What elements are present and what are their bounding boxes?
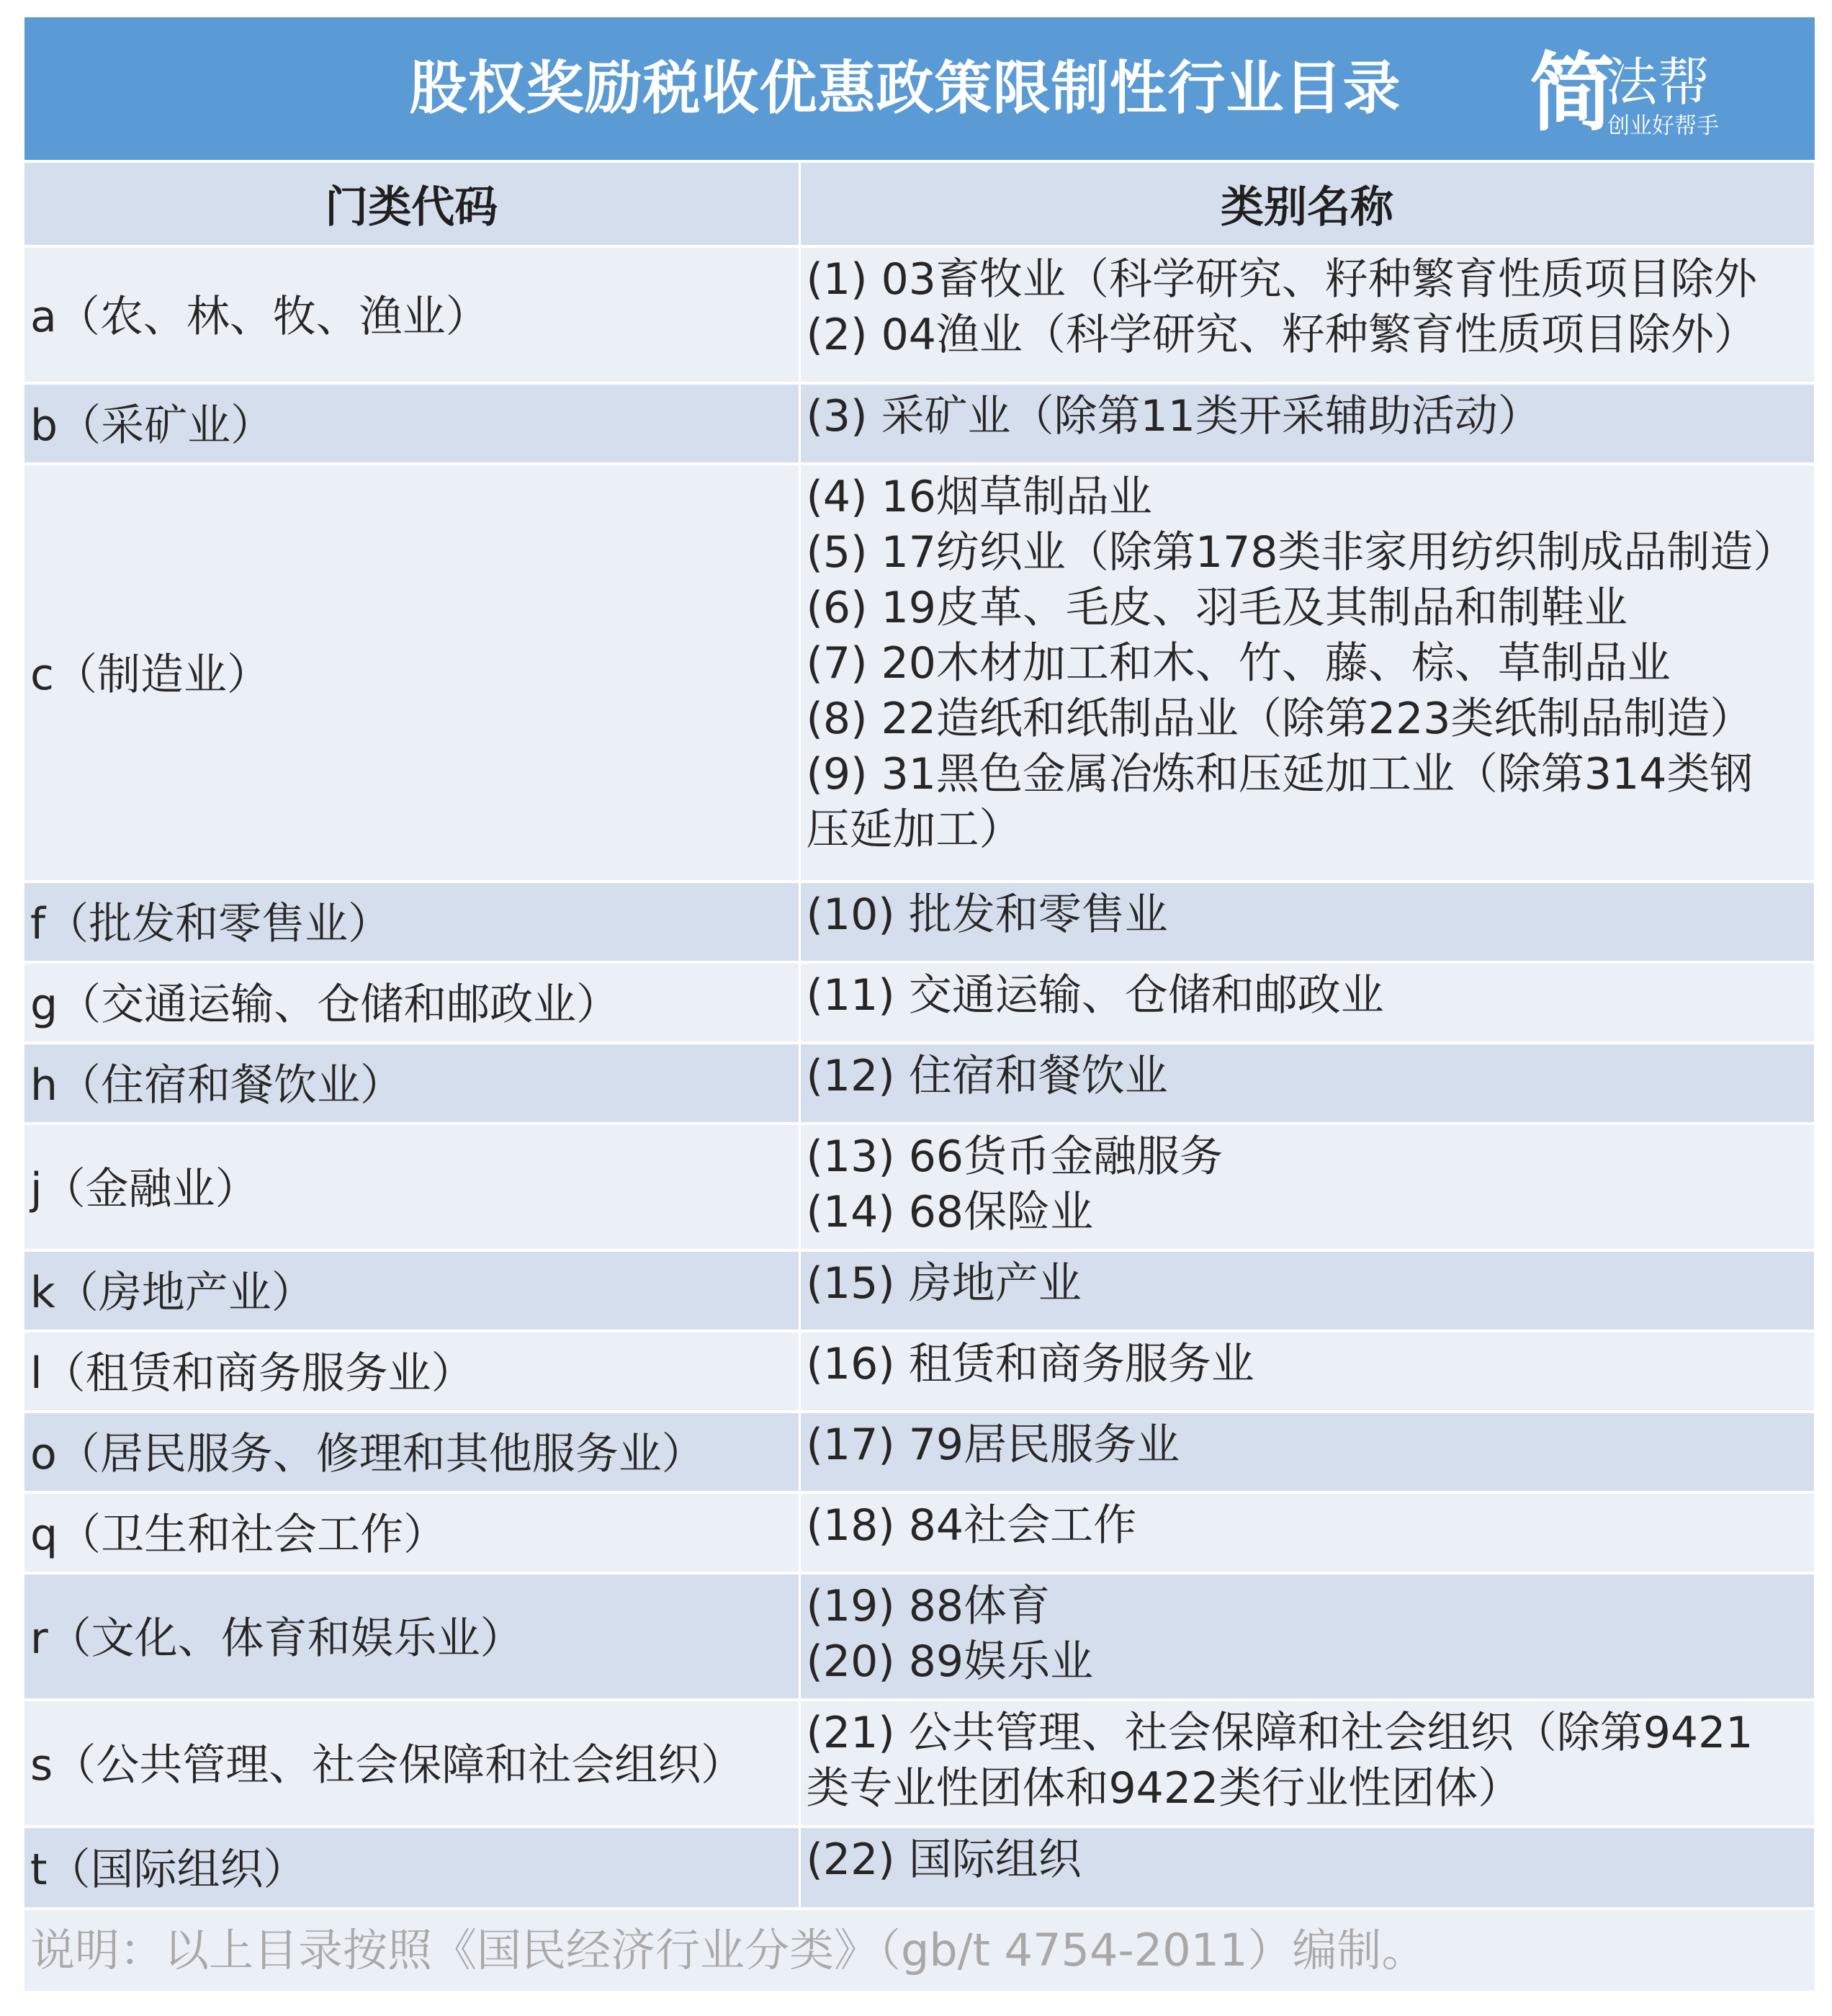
category-code-cell: r（文化、体育和娱乐业）	[24, 1573, 799, 1700]
category-name-cell	[799, 1700, 1815, 1827]
category-item: (21) 公共管理、社会保障和社会组织（除第9421	[806, 1708, 1754, 1758]
table-row	[24, 882, 1815, 962]
category-code-cell: c（制造业）	[24, 464, 799, 882]
document-frame	[24, 17, 1815, 1999]
table-row	[24, 1827, 1815, 1907]
category-name-cell	[799, 1573, 1815, 1700]
table-row	[24, 1043, 1815, 1124]
column-header-category-name: 类别名称	[799, 161, 1815, 246]
column-header-category-code: 门类代码	[24, 161, 799, 246]
logo-name: 法帮	[1606, 52, 1710, 112]
table-row	[24, 962, 1815, 1043]
category-code-cell: t（国际组织）	[24, 1827, 799, 1907]
category-code-cell: k（房地产业）	[24, 1250, 799, 1331]
category-item: (2) 04渔业（科学研究、籽种繁育性质项目除外）	[806, 310, 1757, 360]
table-header-row	[24, 161, 1815, 246]
category-name-cell	[799, 383, 1815, 464]
category-code-cell: s（公共管理、社会保障和社会组织）	[24, 1700, 799, 1827]
footnote: 说明：以上目录按照《国民经济行业分类》（gb/t 4754-2011）编制。	[24, 1907, 1815, 1991]
category-item: (7) 20木材加工和木、竹、藤、棕、草制品业	[806, 638, 1671, 689]
table-body	[24, 246, 1815, 1907]
logo-slogan: 创业好帮手	[1607, 113, 1719, 139]
category-name-cell	[799, 1492, 1815, 1573]
category-code-cell: f（批发和零售业）	[24, 882, 799, 962]
category-name-cell	[799, 962, 1815, 1043]
table-row	[24, 1412, 1815, 1492]
table-row	[24, 1573, 1815, 1700]
category-name-cell	[799, 1331, 1815, 1412]
category-code-cell: b（采矿业）	[24, 383, 799, 464]
category-item: (13) 66货币金融服务	[806, 1132, 1223, 1182]
category-code-cell: a（农、林、牧、渔业）	[24, 246, 799, 383]
category-name-cell	[799, 1250, 1815, 1331]
category-item: (6) 19皮革、毛皮、羽毛及其制品和制鞋业	[806, 583, 1627, 633]
table-row	[24, 1331, 1815, 1412]
table-row	[24, 464, 1815, 882]
industry-table	[24, 160, 1816, 1907]
category-item: (16) 租赁和商务服务业	[806, 1339, 1254, 1389]
category-item: 压延加工）	[806, 805, 1023, 855]
brand-logo	[1530, 43, 1746, 145]
category-code-cell: o（居民服务、修理和其他服务业）	[24, 1412, 799, 1492]
category-name-cell	[799, 1412, 1815, 1492]
category-item: (12) 住宿和餐饮业	[806, 1051, 1168, 1101]
table-row	[24, 1124, 1815, 1250]
category-code-cell: h（住宿和餐饮业）	[24, 1043, 799, 1124]
category-item: (10) 批发和零售业	[806, 890, 1168, 940]
category-item: (4) 16烟草制品业	[806, 472, 1152, 522]
category-item: (17) 79居民服务业	[806, 1420, 1180, 1470]
table-row	[24, 1492, 1815, 1573]
category-item: (9) 31黑色金属冶炼和压延加工业（除第314类钢	[806, 749, 1754, 799]
category-item: (22) 国际组织	[806, 1834, 1082, 1885]
table-row	[24, 383, 1815, 464]
category-name-cell	[799, 1043, 1815, 1124]
category-item: (11) 交通运输、仓储和邮政业	[806, 970, 1384, 1021]
category-code-cell: q（卫生和社会工作）	[24, 1492, 799, 1573]
category-item: (15) 房地产业	[806, 1258, 1082, 1309]
logo-mark: 简	[1530, 43, 1615, 143]
category-item: (3) 采矿业（除第11类开采辅助活动）	[806, 391, 1541, 442]
title-banner	[24, 17, 1815, 160]
table-row	[24, 1700, 1815, 1827]
category-name-cell	[799, 1827, 1815, 1907]
table-row	[24, 1250, 1815, 1331]
category-name-cell	[799, 1124, 1815, 1250]
category-code-cell: l（租赁和商务服务业）	[24, 1331, 799, 1412]
category-code-cell: g（交通运输、仓储和邮政业）	[24, 962, 799, 1043]
category-item: (14) 68保险业	[806, 1187, 1094, 1237]
category-item: (1) 03畜牧业（科学研究、籽种繁育性质项目除外	[806, 254, 1757, 305]
page-title: 股权奖励税收优惠政策限制性行业目录	[409, 55, 1401, 122]
category-item: (5) 17纺织业（除第178类非家用纺织制成品制造）	[806, 527, 1797, 578]
category-item: (18) 84社会工作	[806, 1500, 1137, 1551]
category-code-cell: j（金融业）	[24, 1124, 799, 1250]
category-name-cell	[799, 882, 1815, 962]
category-item: (20) 89娱乐业	[806, 1636, 1094, 1687]
category-name-cell	[799, 246, 1815, 383]
category-name-cell	[799, 464, 1815, 882]
category-item: (19) 88体育	[806, 1581, 1051, 1631]
category-item: 类专业性团体和9422类行业性团体）	[806, 1763, 1522, 1814]
category-item: (8) 22造纸和纸制品业（除第223类纸制品制造）	[806, 694, 1754, 744]
table-row	[24, 246, 1815, 383]
